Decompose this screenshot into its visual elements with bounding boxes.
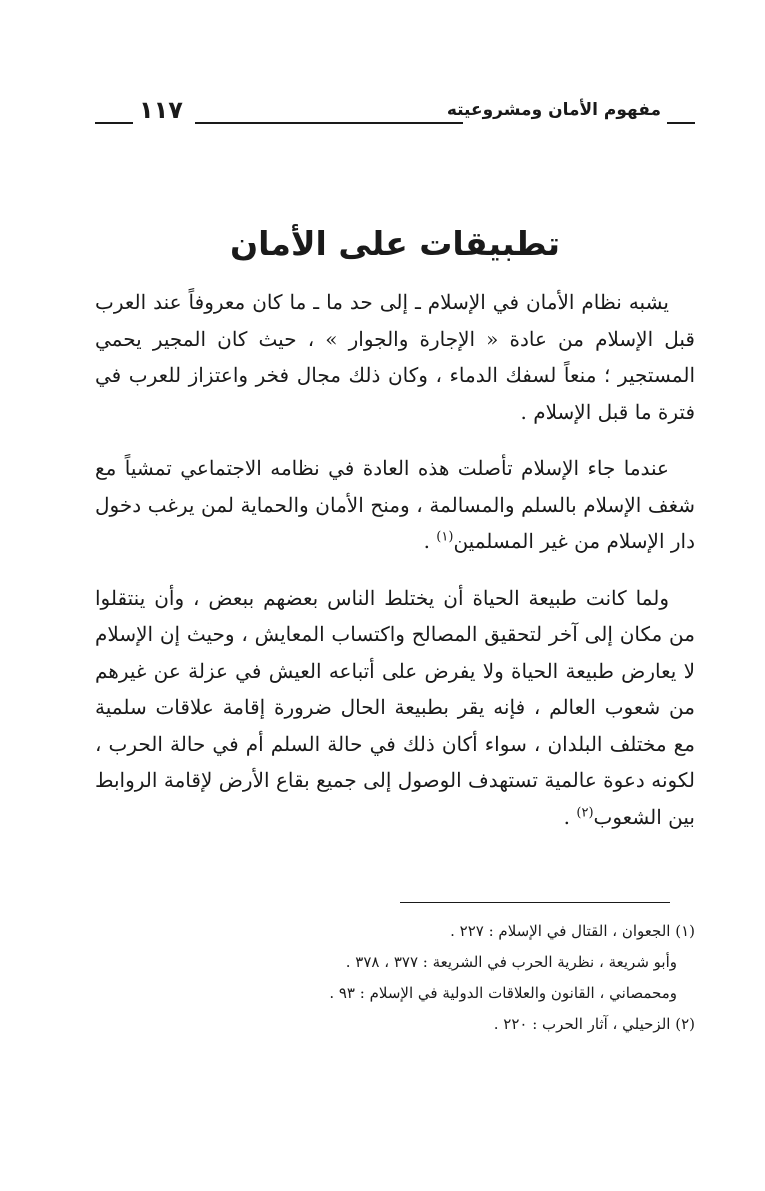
footnote-separator	[400, 902, 670, 903]
footnote-reference[interactable]: (١)	[436, 529, 454, 545]
paragraph-text: ولما كانت طبيعة الحياة أن يختلط الناس بعضهم ببعض ، وأن ينتقلوا من مكان إلى آخر لتحقيق المصالح واكتساب المعايش ، وحيث إن الإسلام لا يعارض طبيعة الحياة ولا يفرض على أتباعه العيش في عزلة عن غيرهم من شعوب العالم ، فإنه يقر بطبيعة الحال ضرورة إقامة علاقات سلمية مع مختلف البلدان ، سواء أكان ذلك في حالة السلم أم في حالة الحرب ، لكونه دعوة عالمية تستهدف الوصول إلى جميع بقاع الأرض لإقامة الروابط بين الشعوب	[95, 585, 695, 829]
header-rule-left	[95, 122, 133, 124]
footnote-1-continuation: ومحمصاني ، القانون والعلاقات الدولية في الإسلام : ٩٣ .	[329, 984, 677, 1002]
paragraph-text: عندما جاء الإسلام تأصلت هذه العادة في نظامه الاجتماعي تمشياً مع شغف الإسلام بالسلم والمسالمة ، ومنح الأمان والحماية لمن يرغب دخول دار الإسلام من غير المسلمين	[95, 456, 695, 553]
header-title: مفهوم الأمان ومشروعيته	[446, 100, 661, 120]
running-header	[95, 96, 695, 130]
header-rule-right	[667, 122, 695, 124]
paragraph-tail: .	[423, 529, 437, 553]
page-number: ١١٧	[139, 96, 183, 124]
paragraph-1	[95, 284, 695, 430]
paragraph-3	[95, 580, 695, 836]
paragraph-2	[95, 450, 695, 560]
header-rule-middle	[195, 122, 463, 124]
footnotes	[95, 916, 695, 1040]
footnote-1-continuation: وأبو شريعة ، نظرية الحرب في الشريعة : ٣٧٧ ، ٣٧٨ .	[345, 953, 677, 971]
footnote-reference[interactable]: (٢)	[576, 804, 594, 820]
paragraph-tail: .	[563, 804, 577, 829]
section-title: تطبيقات على الأمان	[229, 224, 561, 263]
body-text	[95, 284, 695, 855]
footnote-2: (٢) الزحيلي ، آثار الحرب : ٢٢٠ .	[493, 1015, 695, 1033]
footnote-1: (١) الجعوان ، القتال في الإسلام : ٢٢٧ .	[450, 922, 695, 940]
paragraph-text: يشبه نظام الأمان في الإسلام ـ إلى حد ما ـ ما كان معروفاً عند العرب قبل الإسلام من عادة « الإجارة والجوار » ، حيث كان المجير يحمي المستجير ؛ منعاً لسفك الدماء ، وكان ذلك مجال فخر واعتزاز للعرب في فترة ما قبل الإسلام .	[95, 290, 695, 424]
